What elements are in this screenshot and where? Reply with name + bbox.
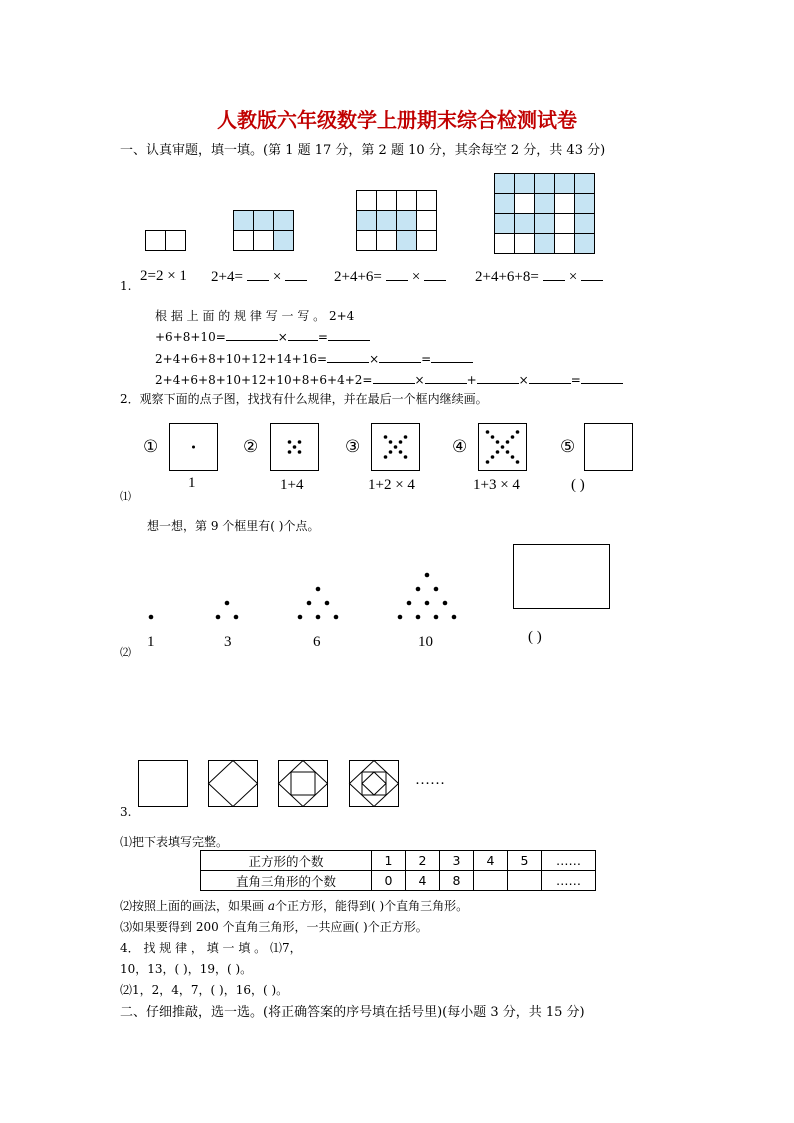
rule-line-3-blank-b[interactable] — [379, 350, 421, 363]
rule-line-1: 根 据 上 面 的 规 律 写 一 写 。 2+4 — [155, 309, 355, 323]
plus-sign: + — [466, 373, 477, 387]
q1-eq4-text: 2+4+6+8= — [475, 269, 539, 285]
rule-line-4-blank-a[interactable] — [373, 371, 415, 384]
equals-sign: = — [570, 373, 581, 387]
table-cell-blank[interactable] — [474, 871, 508, 891]
grid-figure-1 — [146, 231, 186, 251]
square-figure-1 — [139, 761, 188, 807]
rule-line-3-text: 2+4+6+8+10+12+14+16= — [155, 352, 328, 366]
times-sign: × — [277, 330, 288, 344]
rule-line-4-text: 2+4+6+8+10+12+10+8+6+4+2= — [155, 373, 373, 387]
formula-4: 1+3 × 4 — [473, 477, 520, 493]
q1-eq1: 2=2 × 1 — [140, 268, 187, 284]
triangle-number-2: 3 — [224, 634, 232, 650]
circled-4: ④ — [452, 437, 468, 457]
q2-heading: 2．观察下面的点子图，找找有什么规律，并在最后一个框内继续画。 — [120, 392, 488, 406]
rule-line-3-blank-c[interactable] — [431, 350, 473, 363]
rule-line-2-blank-a[interactable] — [226, 328, 278, 341]
q3-sub1: ⑴把下表填写完整。 — [120, 835, 229, 849]
times-sign: × — [272, 269, 282, 285]
triangle-answer[interactable]: ( ) — [528, 629, 542, 645]
formula-1: 1 — [188, 475, 196, 491]
triangle-number-1: 1 — [147, 634, 155, 650]
circled-2: ② — [243, 437, 259, 457]
rule-line-4 — [155, 371, 623, 387]
equals-sign: = — [317, 330, 328, 344]
rule-line-2-text: +6+8+10= — [155, 330, 226, 344]
q3-number: 3. — [120, 805, 132, 819]
equals-sign: = — [421, 352, 432, 366]
table-cell-blank[interactable] — [508, 871, 542, 891]
table-cell: 8 — [440, 871, 474, 891]
section2-heading: 二、仔细推敲，选一选。(将正确答案的序号填在括号里)(每小题 3 分，共 15 分) — [120, 1005, 585, 1020]
rule-line-3-blank-a[interactable] — [327, 350, 369, 363]
table-cell: 4 — [406, 871, 440, 891]
grid-figure-4 — [495, 174, 595, 254]
q1-eq3-blank-b[interactable] — [424, 268, 446, 281]
formula-3: 1+2 × 4 — [368, 477, 415, 493]
q3-sub2-variable: a — [267, 899, 275, 913]
q1-eq2-text: 2+4= — [211, 269, 243, 285]
table-cell: 0 — [372, 871, 406, 891]
rule-line-3 — [155, 350, 473, 366]
rule-line-4-blank-e[interactable] — [581, 371, 623, 384]
triangle-number-4: 10 — [418, 634, 433, 650]
q4-line-3: ⑵1，2，4，7，( )，16，( )。 — [120, 983, 289, 997]
table-cell: 4 — [474, 851, 508, 871]
section1-heading: 一、认真审题，填一填。(第 1 题 17 分，第 2 题 10 分，其余每空 2 分，共 43 分) — [120, 143, 606, 158]
circled-1: ① — [143, 437, 159, 457]
q2-part1-label: ⑴ — [120, 490, 131, 503]
q3-sub2-text-a: ⑵按照上面的画法，如果画 — [120, 899, 268, 913]
formula-2: 1+4 — [280, 477, 304, 493]
page-title: 人教版六年级数学上册期末综合检测试卷 — [217, 108, 577, 132]
times-sign: × — [414, 373, 425, 387]
q3-sub3: ⑶如果要得到 200 个直角三角形，一共应画( )个正方形。 — [120, 920, 428, 934]
squares-triangles-table — [200, 850, 596, 891]
q2-think: 想一想，第 9 个框里有( )个点。 — [147, 519, 320, 533]
triangle-number-3: 6 — [313, 634, 321, 650]
table-cell: 5 — [508, 851, 542, 871]
ellipsis: …… — [415, 772, 445, 788]
times-sign: × — [568, 269, 578, 285]
rule-line-2 — [155, 328, 370, 344]
q3-sub2-text-b: 个正方形，能得到( )个直角三角形。 — [274, 899, 469, 913]
table-cell: 2 — [406, 851, 440, 871]
q1-eq3 — [334, 268, 446, 286]
q1-eq2-blank-a[interactable] — [247, 268, 269, 281]
q2-part2-label: ⑵ — [120, 646, 131, 659]
table-row — [201, 871, 596, 891]
q1-eq3-blank-a[interactable] — [386, 268, 408, 281]
q1-number: 1. — [120, 279, 132, 293]
q3-sub2 — [120, 897, 468, 914]
grid-figure-3 — [357, 191, 437, 251]
table-row-label: 正方形的个数 — [201, 851, 372, 871]
q4-line-1: 4． 找 规 律 ， 填 一 填 。 ⑴7， — [120, 941, 302, 955]
table-cell: …… — [542, 871, 596, 891]
q1-eq2 — [211, 268, 307, 286]
q1-eq2-blank-b[interactable] — [285, 268, 307, 281]
square-figure-4 — [350, 761, 399, 807]
q1-eq3-text: 2+4+6= — [334, 269, 382, 285]
table-row — [201, 851, 596, 871]
square-figure-3 — [279, 761, 328, 807]
times-sign: × — [369, 352, 380, 366]
rule-line-4-blank-d[interactable] — [529, 371, 571, 384]
rule-line-4-blank-b[interactable] — [425, 371, 467, 384]
dot-box-5-empty — [585, 424, 633, 471]
triangle-answer-box — [514, 545, 610, 609]
q1-eq4-blank-b[interactable] — [581, 268, 603, 281]
grid-figure-2 — [234, 211, 294, 251]
table-row-label: 直角三角形的个数 — [201, 871, 372, 891]
rule-line-4-blank-c[interactable] — [477, 371, 519, 384]
table-cell: …… — [542, 851, 596, 871]
table-cell: 1 — [372, 851, 406, 871]
circled-5: ⑤ — [560, 437, 576, 457]
square-figure-2 — [209, 761, 258, 807]
q1-eq4 — [475, 268, 603, 286]
table-cell: 3 — [440, 851, 474, 871]
formula-5-answer[interactable]: ( ) — [571, 477, 585, 493]
circled-3: ③ — [345, 437, 361, 457]
rule-line-2-blank-c[interactable] — [328, 328, 370, 341]
rule-line-2-blank-b[interactable] — [288, 328, 318, 341]
q1-eq4-blank-a[interactable] — [543, 268, 565, 281]
q4-line-2: 10，13，( )，19，( )。 — [120, 962, 253, 976]
times-sign: × — [411, 269, 421, 285]
times-sign: × — [518, 373, 529, 387]
